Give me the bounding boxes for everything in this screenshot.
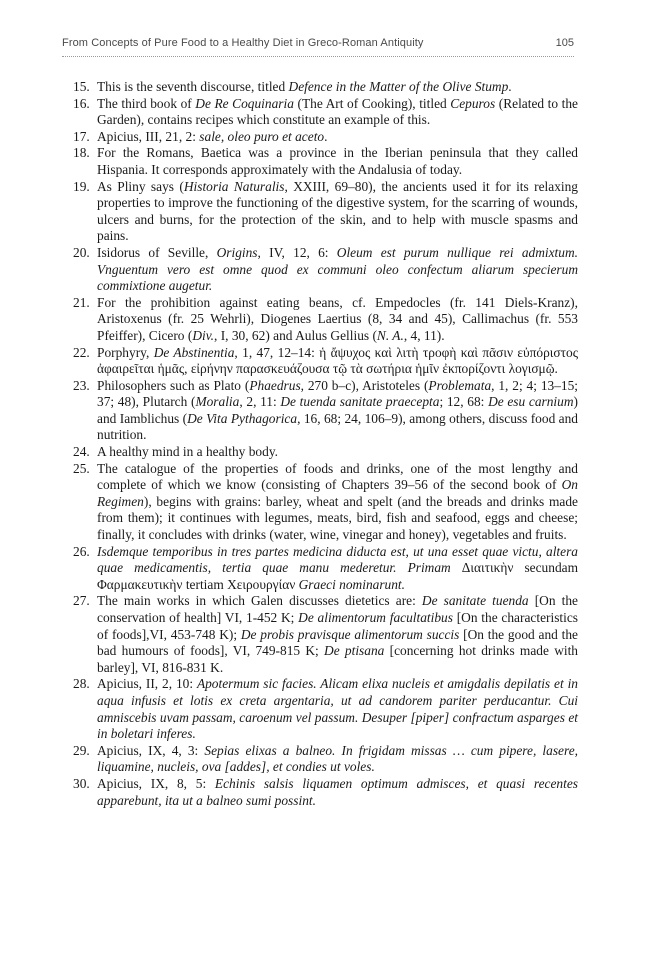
italic-text-run: Div. xyxy=(192,327,214,343)
endnote-text xyxy=(97,776,578,808)
text-run: ), begins with grains: barley, wheat and spelt (and the breads and drinks made from them); it continues with legumes, meats, bird, fish and seafood, eggs and cheese; finally, it concludes with drinks (water, wine, vinegar and honey), vegetables and fruits. xyxy=(97,493,578,543)
text-run: Philosophers such as Plato ( xyxy=(97,377,250,393)
text-run: , IV, 12, 6: xyxy=(257,244,337,260)
endnote-number: 27. xyxy=(73,593,90,609)
endnote xyxy=(62,776,578,809)
italic-text-run: De alimentorum facultatibus xyxy=(298,610,453,625)
italic-text-run: Sepias elixas a balneo. In frigidam missas … cum pipere, lasere, liquamine, nucleis, ova [addes], et condies ut voles. xyxy=(97,742,578,775)
text-run: The main works in which Galen discusses dietetics are: xyxy=(97,593,422,609)
italic-text-run: De Vita Pythagorica xyxy=(187,410,298,426)
endnote-text xyxy=(97,676,578,741)
endnote-number: 16. xyxy=(73,95,90,111)
endnote-number: 17. xyxy=(73,128,90,144)
endnote-text xyxy=(97,129,327,144)
italic-text-run: Oleum est purum nullique rei admixtum. Vnguentum vero est omne quod ex communi oleo confectum aliarum specierum commixtione augetur. xyxy=(97,244,578,294)
italic-text-run: Apotermum sic facies. Alicam elixa nucleis et amigdalis depilatis et in aqua infusis et lotis ex creta argentaria, ut ad candorem pariter perducantur. Cui amniscebis uvam passam, caroenum vel passum. Desuper [piper] confractum asparges et in boletari inferes. xyxy=(97,676,578,742)
endnote-number: 26. xyxy=(73,543,90,559)
endnote-number: 30. xyxy=(73,775,90,791)
text-run: [On the good and the bad humours of foods], VI, 749-815 K; xyxy=(97,626,578,659)
text-run: The catalogue of the properties of foods and drinks, one of the most lengthy and complete of which we know (consisting of Chapters 39–56 of the second book of xyxy=(97,460,578,493)
italic-text-run: Cepuros xyxy=(450,95,496,111)
endnote xyxy=(62,345,578,378)
endnotes-list xyxy=(62,79,578,809)
endnote-number: 15. xyxy=(73,79,90,94)
text-run: [On the conservation of health] VI, 1-452 K; xyxy=(97,593,579,625)
italic-text-run: De Abstinentia xyxy=(153,344,235,360)
endnote xyxy=(62,743,578,776)
text-run: As Pliny says ( xyxy=(97,178,184,194)
text-run: , 270 b–c), Aristoteles ( xyxy=(300,377,429,393)
endnote-text xyxy=(97,79,512,94)
italic-text-run: De probis pravisque alimentorum succis xyxy=(240,626,460,642)
italic-text-run: N. A. xyxy=(376,327,404,343)
text-run: Apicius, IX, 4, 3: xyxy=(97,742,205,758)
text-run: This is the seventh discourse, titled xyxy=(97,79,289,94)
text-run: , 1, 2; 4; 13–15; 37; 48), Plutarch ( xyxy=(97,377,579,410)
text-run: (Related to the Garden), contains recipes which constitute an example of this. xyxy=(97,95,579,128)
italic-text-run: Problemata xyxy=(428,377,492,393)
endnote-text xyxy=(97,378,578,443)
text-run: For the Romans, Baetica was a province in the Iberian peninsula that they called Hispania. It corresponds approximately with the Andalusia of today. xyxy=(97,145,578,177)
endnote-number: 25. xyxy=(73,460,90,476)
italic-text-run: De tuenda sanitate praecepta xyxy=(280,394,440,410)
text-run: For the prohibition against eating beans, cf. Empedocles (fr. 141 Diels-Kranz), Aristoxenus (fr. 25 Wehrli), Diogenes Laertius (8, 34 and 45), Callimachus (fr. 553 Pfeiffer), Cicero ( xyxy=(97,294,578,343)
italic-text-run: Origins xyxy=(216,244,258,260)
text-run: ) and Iamblichus ( xyxy=(97,394,578,426)
italic-text-run: Isdemque temporibus in tres partes medicina diducta est, ut una esset quae victu, altera quae medicamentis, tertia quae manu mederetur. Primam xyxy=(97,543,578,576)
page-number: 105 xyxy=(555,37,574,49)
endnote-number: 21. xyxy=(73,294,90,310)
text-run: , XXIII, 69–80), the ancients used it for its relaxing properties to improve the functioning of the digestive system, for the scarring of wounds, ulcers and burns, for the protection of the skin, and to help with muscle spasms and pains. xyxy=(97,178,579,244)
endnote-text xyxy=(97,345,578,377)
running-title: From Concepts of Pure Food to a Healthy Diet in Greco-Roman Antiquity xyxy=(62,37,424,49)
text-run: ; 12, 68: xyxy=(439,394,489,410)
endnote-number: 23. xyxy=(73,377,90,393)
text-run: . xyxy=(508,79,512,94)
italic-text-run: De sanitate tuenda xyxy=(421,593,529,609)
italic-text-run: De ptisana xyxy=(324,643,385,659)
endnote xyxy=(62,179,578,245)
endnote xyxy=(62,79,578,96)
endnote xyxy=(62,444,578,461)
text-run: Apicius, IX, 8, 5: xyxy=(97,775,215,791)
header-rule xyxy=(62,56,574,57)
endnote xyxy=(62,593,578,676)
endnote-text xyxy=(97,179,578,244)
endnote xyxy=(62,676,578,742)
italic-text-run: Echinis salsis liquamen optimum admisces, et quasi recentes apparebunt, ita ut a balneo sumi possint. xyxy=(97,775,578,808)
endnote-number: 22. xyxy=(73,344,90,360)
text-run: , I, 30, 62) and Aulus Gellius ( xyxy=(214,327,377,343)
italic-text-run: Graeci nominarunt. xyxy=(298,576,405,592)
text-run: [concerning hot drinks made with barley], VI, 816-831 K. xyxy=(97,643,578,675)
italic-text-run: Historia Naturalis xyxy=(183,178,285,194)
italic-text-run: Phaedrus xyxy=(249,377,301,393)
endnote-text xyxy=(97,743,578,775)
text-run: . xyxy=(324,128,328,144)
endnote xyxy=(62,295,578,345)
endnote xyxy=(62,129,578,146)
endnote-text xyxy=(97,444,278,459)
endnote-text xyxy=(97,245,578,293)
endnote xyxy=(62,245,578,295)
endnote-text xyxy=(97,145,578,177)
text-run: , 2, 11: xyxy=(239,394,281,410)
endnote-text xyxy=(97,544,578,592)
endnote-number: 20. xyxy=(73,244,90,260)
text-run: (The Art of Cooking), titled xyxy=(293,95,451,111)
endnote xyxy=(62,544,578,594)
text-run: Isidorus of Seville, xyxy=(97,244,217,260)
italic-text-run: Moralia xyxy=(195,394,240,410)
text-run: A healthy mind in a healthy body. xyxy=(97,444,278,460)
endnote xyxy=(62,145,578,178)
text-run: Porphyry, xyxy=(97,344,154,360)
text-run: Διαιτικὴν secundam Φαρμακευτικὴν tertiam Χειρουργίαν xyxy=(97,560,579,592)
endnote-text xyxy=(97,461,578,542)
endnote xyxy=(62,461,578,544)
endnote-text xyxy=(97,96,578,128)
endnote-number: 28. xyxy=(73,676,90,692)
text-run: The third book of xyxy=(97,95,196,111)
endnote-number: 29. xyxy=(73,742,90,758)
text-run: , 4, 11). xyxy=(403,327,445,343)
text-run: , 16, 68; 24, 106–9), among others, discuss food and nutrition. xyxy=(97,410,579,443)
italic-text-run: Defence in the Matter of the Olive Stump xyxy=(288,79,509,94)
endnote xyxy=(62,378,578,444)
endnote-number: 24. xyxy=(73,444,90,460)
endnote-text xyxy=(97,295,578,343)
italic-text-run: sale, oleo puro et aceto xyxy=(199,128,325,144)
text-run: [On the characteristics of foods],VI, 453-748 K); xyxy=(97,610,579,642)
italic-text-run: De Re Coquinaria xyxy=(195,95,294,111)
italic-text-run: On Regimen xyxy=(97,477,578,509)
endnote-text xyxy=(97,593,578,674)
text-run: , 1, 47, 12–14: ἡ ἄψυχος καὶ λιτὴ τροφὴ καὶ πᾶσιν εὐπόριστος ἀφαιρεῖται ἡμᾶς, εἰρήνην παρασκευάζουσα τῷ τὰ σωτήρια ἡμῖν ἐκπορίζοντι λογισμῷ. xyxy=(97,344,578,377)
endnote xyxy=(62,96,578,129)
italic-text-run: De esu carnium xyxy=(488,394,574,410)
endnote-number: 19. xyxy=(73,178,90,194)
endnote-number: 18. xyxy=(73,145,90,161)
text-run: Apicius, III, 21, 2: xyxy=(97,128,200,144)
text-run: Apicius, II, 2, 10: xyxy=(97,676,197,692)
